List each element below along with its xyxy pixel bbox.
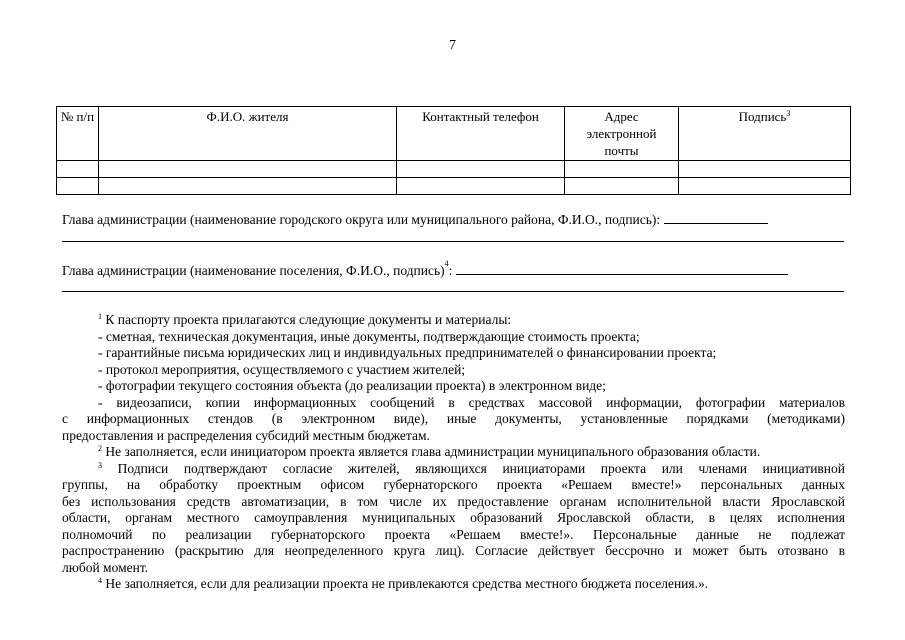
footnote-1-item: - гарантийные письма юридических лиц и индивидуальных предпринимателей о финансировании проекта; <box>98 345 717 360</box>
settlement-head-label: Глава администрации (наименование поселения, Ф.И.О., подпись) <box>62 263 445 278</box>
table-header-row <box>57 107 851 161</box>
table-cell[interactable] <box>99 161 397 178</box>
footnote-ref-4: 4 <box>444 259 449 268</box>
table-cell[interactable] <box>565 161 679 178</box>
footnote-1-intro: $^1$ К паспорту проекта прилагаются следующие документы и материалы: <box>98 312 512 327</box>
page-number: 7 <box>449 38 456 53</box>
table-row <box>57 178 851 195</box>
settlement-head-signature-line: Глава администрации (наименование поселения, Ф.И.О., подпись)$^4$: <box>62 262 788 279</box>
header-phone: Контактный телефон <box>397 107 565 161</box>
footnote-1-item: - протокол мероприятия, осуществляемого с участием жителей; <box>98 361 466 377</box>
table-cell[interactable] <box>57 178 99 195</box>
header-number: № п/п <box>57 107 99 161</box>
footnote-1-item: - видеозаписи, копии информационных сообщений в средствах массовой информации, фотографии материалов <box>98 394 845 410</box>
table-cell[interactable] <box>397 178 565 195</box>
footnote-3-line: без использования средств автоматизации, в том числе их предоставление органам исполнительной власти Ярославской <box>62 493 845 509</box>
footnote-3-line: области, органам местного самоуправления муниципальных образований Ярославской области, в целях исполнения <box>62 510 845 525</box>
table-cell[interactable] <box>565 178 679 195</box>
table-cell[interactable] <box>99 178 397 195</box>
footnote-3-line: полномочий по реализации губернаторского проекта «Решаем вместе!». Персональные данные не подлежат <box>62 526 845 542</box>
footnote-2: $^2$ Не заполняется, если инициатором проекта является глава администрации муниципального образования области. <box>98 444 761 459</box>
footnote-3-line: $^3$ Подписи подтверждают согласие жителей, являющихся инициаторами проекта или членами инициативной <box>98 460 846 476</box>
footnote-3-line: группы, на обработку проектным офисом губернаторского проекта «Решаем вместе!» персональных данных <box>62 477 845 492</box>
table-cell[interactable] <box>679 178 851 195</box>
footnote-4: $^4$ Не заполняется, если для реализации проекта не привлекаются средства местного бюджета поселения.». <box>98 576 709 591</box>
table-cell[interactable] <box>679 161 851 178</box>
footnote-1-item-cont: с информационных стендов (в электронном виде), иные документы, установленные порядками (методиками) <box>62 411 845 426</box>
footnote-ref-3: 3 <box>786 109 791 118</box>
district-head-label: Глава администрации (наименование городского округа или муниципального района, Ф.И.О., подпись): <box>62 212 661 227</box>
district-head-signature-line <box>62 211 768 228</box>
residents-signature-table <box>56 106 851 195</box>
footnote-3-line: любой момент. <box>62 559 149 575</box>
footnote-1-item: - сметная, техническая документация, иные документы, подтверждающие стоимость проекта; <box>98 328 640 344</box>
district-head-blank[interactable] <box>664 211 768 224</box>
header-full-name: Ф.И.О. жителя <box>99 107 397 161</box>
table-cell[interactable] <box>57 161 99 178</box>
table-cell[interactable] <box>397 161 565 178</box>
footnote-1-item-cont: предоставления и распределения субсидий местным бюджетам. <box>62 427 430 443</box>
footnote-3-line: распространению (раскрытию для неопределенного круга лиц). Согласие действует бессрочно и может быть отозвано в <box>62 543 845 558</box>
header-signature: Подпись$^3$ <box>679 107 851 161</box>
header-email: Адрес электронной почты <box>565 107 679 161</box>
district-head-continuation-line[interactable] <box>62 241 844 242</box>
table-row <box>57 161 851 178</box>
footnote-1-item: - фотографии текущего состояния объекта (до реализации проекта) в электронном виде; <box>98 378 606 393</box>
footnotes <box>62 312 845 593</box>
settlement-head-blank[interactable] <box>456 262 788 275</box>
settlement-head-continuation-line[interactable] <box>62 291 844 292</box>
